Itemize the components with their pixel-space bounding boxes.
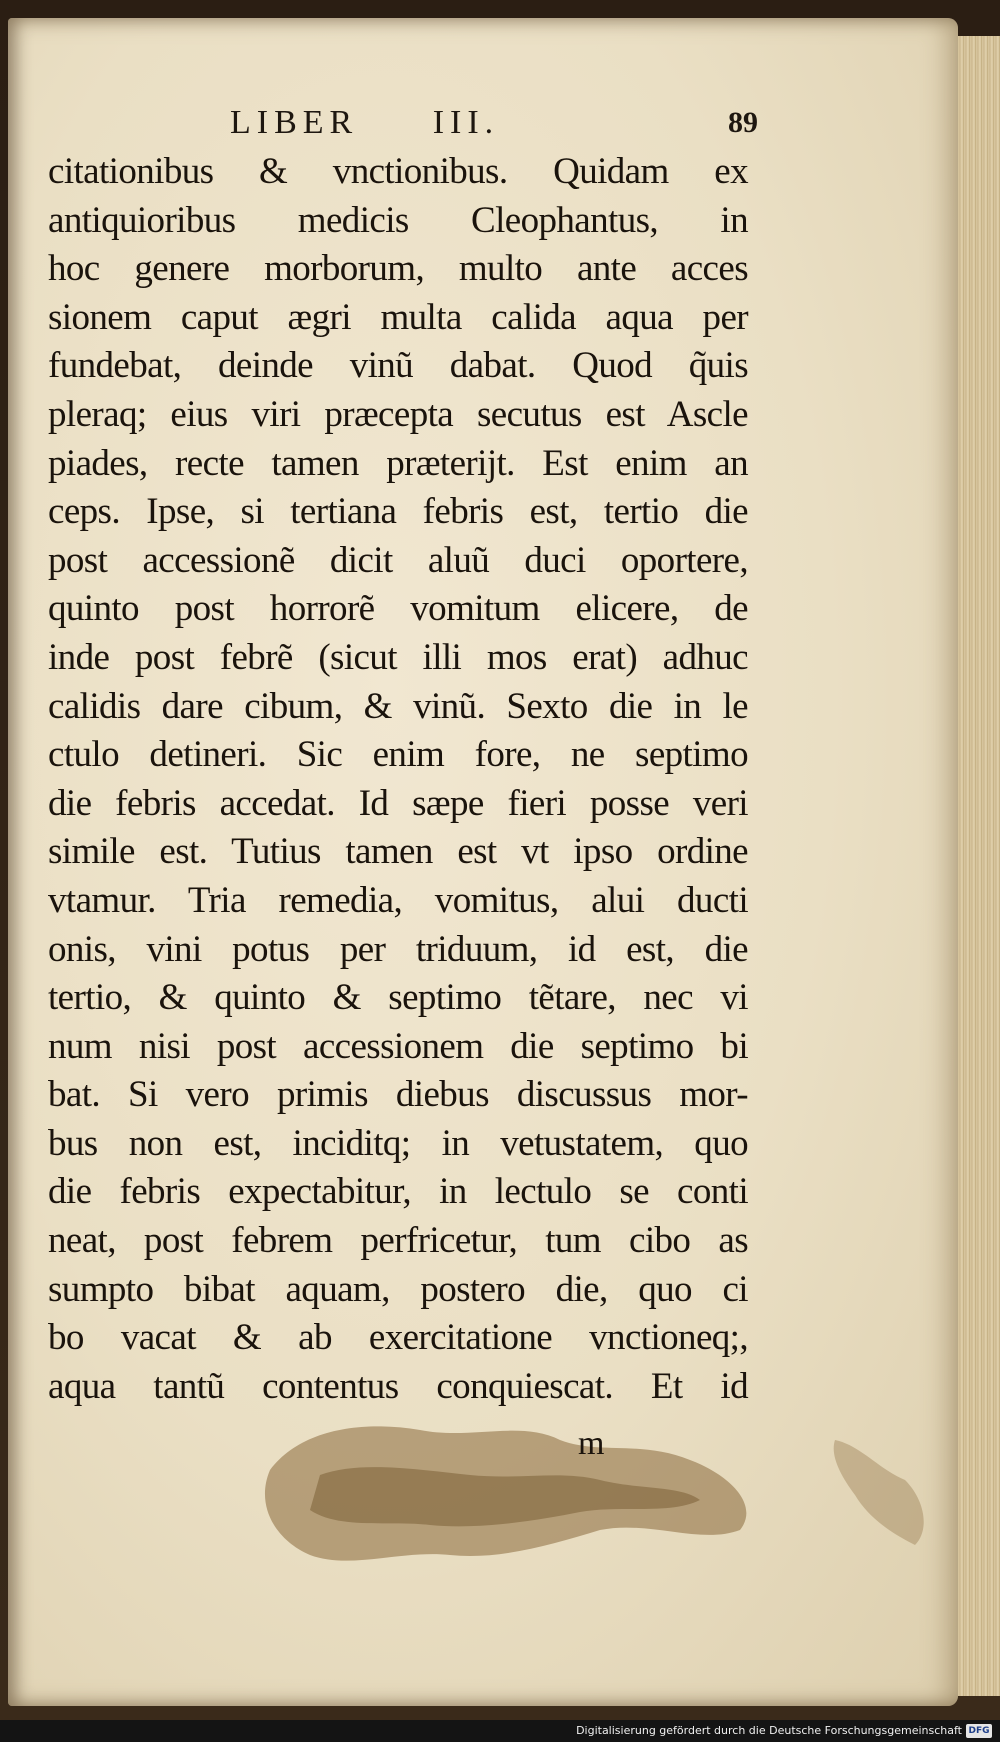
text-line: citationibus & vnctionibus. Quidam ex	[48, 151, 748, 192]
footer-credit: Digitalisierung gefördert durch die Deutsche Forschungsgemeinschaft	[576, 1724, 962, 1737]
text-line: tertio, & quinto & septimo tẽtare, nec vi	[48, 977, 748, 1019]
text-line: simile est. Tutius tamen est vt ipso ordine	[48, 831, 748, 873]
text-line: vtamur. Tria remedia, vomitus, alui ducti	[48, 879, 748, 921]
text-line: sionem caput ægri multa calida aqua per	[48, 296, 748, 338]
text-line: bo vacat & ab exercitatione vnctioneq;,	[48, 1317, 748, 1359]
running-head: LIBER III.	[230, 104, 500, 141]
text-line: pleraq; eius viri præcepta secutus est Ascle	[48, 393, 748, 435]
text-line: fundebat, deinde vinũ dabat. Quod q̃uis	[48, 345, 748, 387]
text-line: ceps. Ipse, si tertiana febris est, tertio die	[48, 491, 748, 533]
text-line: neat, post febrem perfricetur, tum cibo as	[48, 1220, 748, 1262]
text-line: aqua tantũ contentus conquiescat. Et id	[48, 1365, 748, 1407]
text-line: inde post febrẽ (sicut illi mos erat) adhuc	[48, 636, 748, 678]
text-line: die febris expectabitur, in lectulo se conti	[48, 1171, 748, 1213]
text-line: bat. Si vero primis diebus discussus mor-	[48, 1074, 748, 1116]
text-line: ctulo detineri. Sic enim fore, ne septimo	[48, 734, 748, 776]
text-line: calidis dare cibum, & vinũ. Sexto die in le	[48, 685, 748, 727]
text-line: onis, vini potus per triduum, id est, die	[48, 928, 748, 970]
text-line: bus non est, inciditq; in vetustatem, quo	[48, 1122, 748, 1164]
text-line: piades, recte tamen præterijt. Est enim an	[48, 442, 748, 484]
text-line: quinto post horrorẽ vomitum elicere, de	[48, 588, 748, 630]
page-header	[230, 104, 758, 154]
catchword: m	[578, 1425, 605, 1462]
dfg-logo: DFG	[966, 1724, 992, 1738]
body-text	[48, 148, 748, 1411]
text-line: post accessionẽ dicit aluũ duci oportere,	[48, 539, 748, 581]
text-line: antiquioribus medicis Cleophantus, in	[48, 199, 748, 241]
text-line: die febris accedat. Id sæpe fieri posse veri	[48, 782, 748, 824]
folio-number: 89	[728, 106, 758, 139]
footer-credit-bar	[0, 1720, 1000, 1742]
text-line: hoc genere morborum, multo ante acces	[48, 248, 748, 290]
text-line: num nisi post accessionem die septimo bi	[48, 1025, 748, 1067]
text-line: sumpto bibat aquam, postero die, quo ci	[48, 1268, 748, 1310]
